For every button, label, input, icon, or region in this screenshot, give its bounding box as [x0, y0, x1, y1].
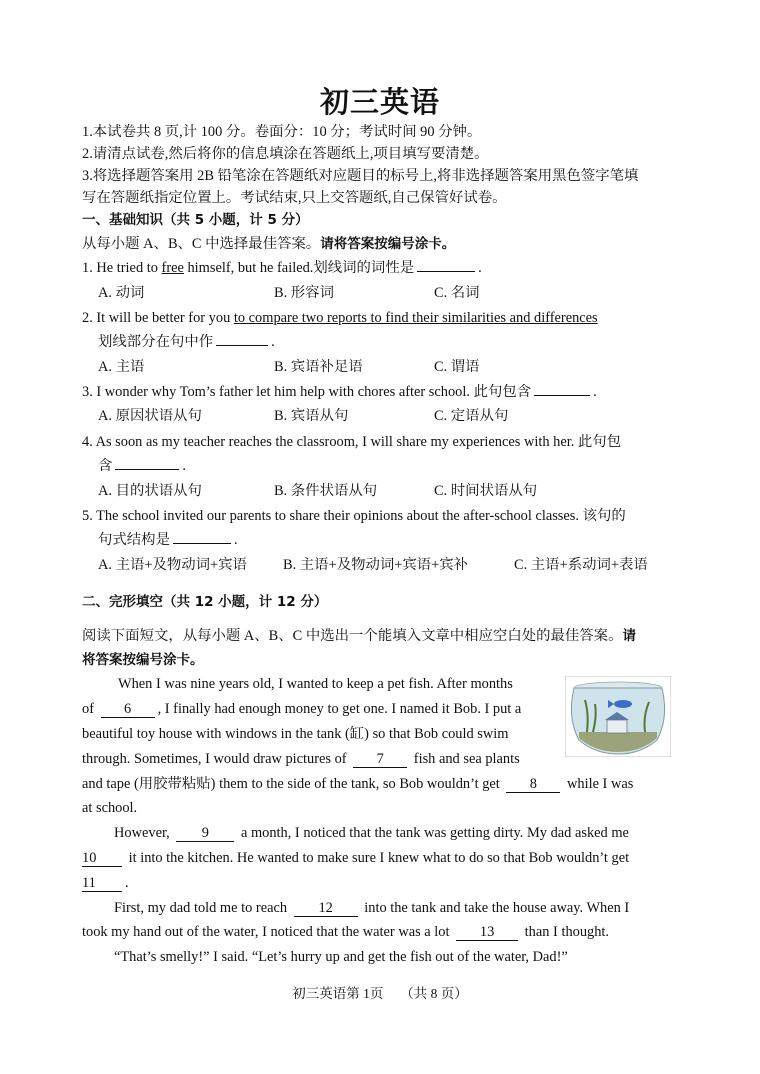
question-5-cont: 句式结构是 . — [98, 532, 238, 548]
q5-option-a: A. 主语+及物动词+宾语 — [98, 557, 247, 573]
q3-option-c: C. 定语从句 — [434, 408, 509, 424]
q5-option-b: B. 主语+及物动词+宾语+宾补 — [283, 557, 469, 573]
passage-line: through. Sometimes, I would draw pictures of 7 fish and sea plants — [82, 751, 520, 767]
section2-heading: 二、完形填空（共 12 小题，计 12 分） — [82, 594, 328, 610]
instruction-1: 1.本试卷共 8 页,计 100 分。卷面分：10 分；考试时间 90 分钟。 — [82, 124, 482, 140]
answer-blank — [216, 345, 268, 346]
q3-option-b: B. 宾语从句 — [274, 408, 349, 424]
instruction-3-cont: 写在答题纸指定位置上。考试结束,只上交答题纸,自己保管好试卷。 — [82, 190, 507, 206]
cloze-blank-7: 7 — [353, 751, 407, 768]
cloze-blank-12: 12 — [294, 900, 358, 917]
question-4: 4. As soon as my teacher reaches the classroom, I will share my experiences with her. 此句包 — [82, 434, 622, 450]
answer-blank — [534, 395, 590, 396]
passage-line: First, my dad told me to reach 12 into the tank and take the house away. When I — [114, 900, 630, 916]
cloze-blank-6: 6 — [101, 701, 155, 718]
section2-direction-cont: 将答案按编号涂卡。 — [82, 652, 204, 668]
fish-bob — [614, 700, 632, 708]
fishbowl-image — [565, 676, 671, 757]
cloze-blank-10: 10 — [82, 850, 122, 867]
q2-option-a: A. 主语 — [98, 359, 145, 375]
page-footer: 初三英语第 1页 （共 8 页） — [292, 986, 468, 1001]
q4-option-a: A. 目的状语从句 — [98, 483, 202, 499]
passage-line: 10 it into the kitchen. He wanted to make sure I knew what to do so that Bob wouldn’t get — [82, 850, 630, 866]
q3-option-a: A. 原因状语从句 — [98, 408, 202, 424]
q5-option-c: C. 主语+系动词+表语 — [514, 557, 648, 573]
section1-heading: 一、基础知识（共 5 小题，计 5 分） — [82, 212, 309, 228]
answer-blank — [173, 543, 231, 544]
exam-title: 初三英语 — [319, 85, 440, 119]
q4-option-c: C. 时间状语从句 — [434, 483, 538, 499]
passage-line: at school. — [82, 800, 138, 816]
passage-line: beautiful toy house with windows in the tank (缸) so that Bob could swim — [82, 726, 509, 742]
answer-blank — [417, 271, 475, 272]
passage-line: and tape (用胶带粘贴) them to the side of the tank, so Bob wouldn’t get 8 while I was — [82, 776, 634, 792]
cloze-blank-13: 13 — [456, 924, 518, 941]
cloze-blank-11: 11 — [82, 875, 122, 892]
q2-option-b: B. 宾语补足语 — [274, 359, 363, 375]
underlined-phrase: to compare two reports to find their similarities and differences — [233, 310, 598, 326]
question-3: 3. I wonder why Tom’s father let him help with chores after school. 此句包含 . — [82, 384, 597, 400]
section1-direction: 从每小题 A、B、C 中选择最佳答案。请将答案按编号涂卡。 — [82, 236, 456, 252]
instruction-3: 3.将选择题答案用 2B 铅笔涂在答题纸对应题目的标号上,将非选择题答案用黑色签字笔填 — [82, 168, 639, 184]
passage-line: However, 9 a month, I noticed that the tank was getting dirty. My dad asked me — [114, 825, 629, 841]
question-1: 1. He tried to free himself, but he failed.划线词的词性是 . — [82, 260, 482, 276]
q1-option-c: C. 名词 — [434, 285, 480, 301]
question-2-cont: 划线部分在句中作 . — [98, 334, 275, 350]
q4-option-b: B. 条件状语从句 — [274, 483, 378, 499]
underlined-word: free — [161, 260, 184, 276]
passage-line: took my hand out of the water, I noticed that the water was a lot 13 than I thought. — [82, 924, 610, 940]
passage-line: When I was nine years old, I wanted to keep a pet fish. After months — [118, 676, 513, 692]
question-4-cont: 含 . — [98, 458, 187, 474]
question-2: 2. It will be better for you to compare two reports to find their similarities and differences — [82, 310, 598, 326]
cloze-blank-8: 8 — [506, 776, 560, 793]
answer-blank — [115, 469, 179, 470]
q2-option-c: C. 谓语 — [434, 359, 480, 375]
instruction-2: 2.请清点试卷,然后将你的信息填涂在答题纸上,项目填写要清楚。 — [82, 146, 489, 162]
question-5: 5. The school invited our parents to share their opinions about the after-school classes. 该句的 — [82, 508, 626, 524]
passage-line: 11 . — [82, 875, 129, 891]
section2-direction: 阅读下面短文，从每小题 A、B、C 中选出一个能填入文章中相应空白处的最佳答案。请 — [82, 628, 636, 644]
q1-option-a: A. 动词 — [98, 285, 145, 301]
cloze-blank-9: 9 — [176, 825, 234, 842]
passage-line: of 6 , I finally had enough money to get one. I named it Bob. I put a — [82, 701, 522, 717]
q1-option-b: B. 形容词 — [274, 285, 334, 301]
passage-line: “That’s smelly!” I said. “Let’s hurry up and get the fish out of the water, Dad!” — [114, 949, 568, 965]
